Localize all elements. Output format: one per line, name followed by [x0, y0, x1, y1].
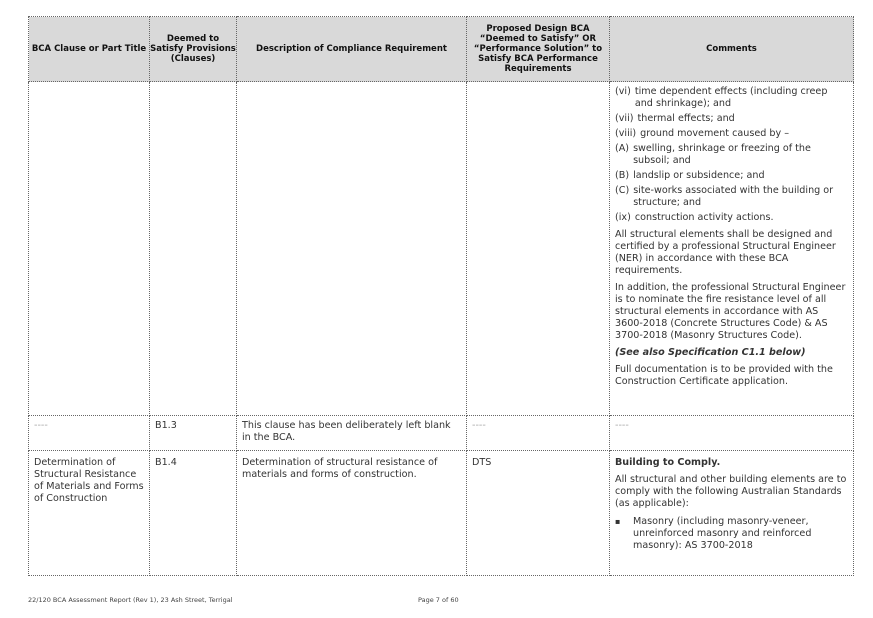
proposal-cell: ---- — [472, 420, 486, 431]
paragraph: In addition, the professional Structural Engineer is to nominate the fire resistance level of all structural elements in accordance with AS 3600-2018 (Concrete Structures Code) & AS 3700-2018 (Masonry Structures Code). — [615, 282, 846, 341]
title-cell: Determination of Structural Resistance of Materials and Forms of Construction — [34, 457, 144, 504]
header-proposed-design: Proposed Design BCA “Deemed to Satisfy” OR “Performance Solution” to Satisfy BCA Performance Requirements — [467, 17, 610, 82]
proposal-cell: DTS — [472, 457, 492, 468]
header-description: Description of Compliance Requirement — [237, 17, 467, 82]
clause-cell: B1.4 — [155, 457, 177, 468]
list-item: (viii) ground movement caused by – — [615, 128, 789, 139]
title-cell: ---- — [34, 420, 48, 431]
comments-cell: ---- — [615, 420, 629, 431]
list-item: (C) site-works associated with the building or structure; and — [615, 185, 834, 208]
paragraph: All structural and other building elements are to comply with the following Australian Standards (as applicable): — [615, 474, 847, 509]
description-cell: Determination of structural resistance of materials and forms of construction. — [242, 457, 438, 480]
footer-page-number: Page 7 of 60 — [418, 596, 459, 604]
list-item: (vi) time dependent effects (including creep and shrinkage); and — [615, 86, 828, 109]
comment-heading: Building to Comply. — [615, 457, 721, 468]
list-item: (A) swelling, shrinkage or freezing of the subsoil; and — [615, 143, 811, 166]
paragraph: Full documentation is to be provided with the Construction Certificate application. — [615, 364, 833, 387]
comments-cell — [610, 82, 854, 416]
paragraph: All structural elements shall be designed and certified by a professional Structural Engineer (NER) in accordance with these BCA requirements. — [615, 229, 836, 276]
bca-assessment-table — [28, 16, 854, 576]
footer-report-title: 22/120 BCA Assessment Report (Rev 1), 23 Ash Street, Terrigal — [28, 596, 233, 604]
table-row — [29, 82, 854, 416]
header-bca-clause: BCA Clause or Part Title — [29, 17, 150, 82]
list-item: (B) landslip or subsidence; and — [615, 170, 765, 181]
table-row — [29, 416, 854, 451]
see-also-note: (See also Specification C1.1 below) — [615, 347, 806, 358]
bullet-marker-icon: ▪ — [615, 517, 621, 526]
comments-cell — [610, 451, 854, 576]
header-dts-provisions: Deemed to Satisfy Provisions (Clauses) — [150, 17, 237, 82]
clause-cell: B1.3 — [155, 420, 177, 431]
header-comments: Comments — [610, 17, 854, 82]
list-item: ▪ Masonry (including masonry-veneer, unreinforced masonry and reinforced masonry): AS 3700-2018 — [615, 516, 812, 551]
list-item: (ix) construction activity actions. — [615, 212, 774, 223]
description-cell: This clause has been deliberately left blank in the BCA. — [242, 420, 451, 443]
table-row — [29, 451, 854, 576]
list-item: (vii) thermal effects; and — [615, 113, 735, 124]
table-header-row — [29, 17, 854, 82]
